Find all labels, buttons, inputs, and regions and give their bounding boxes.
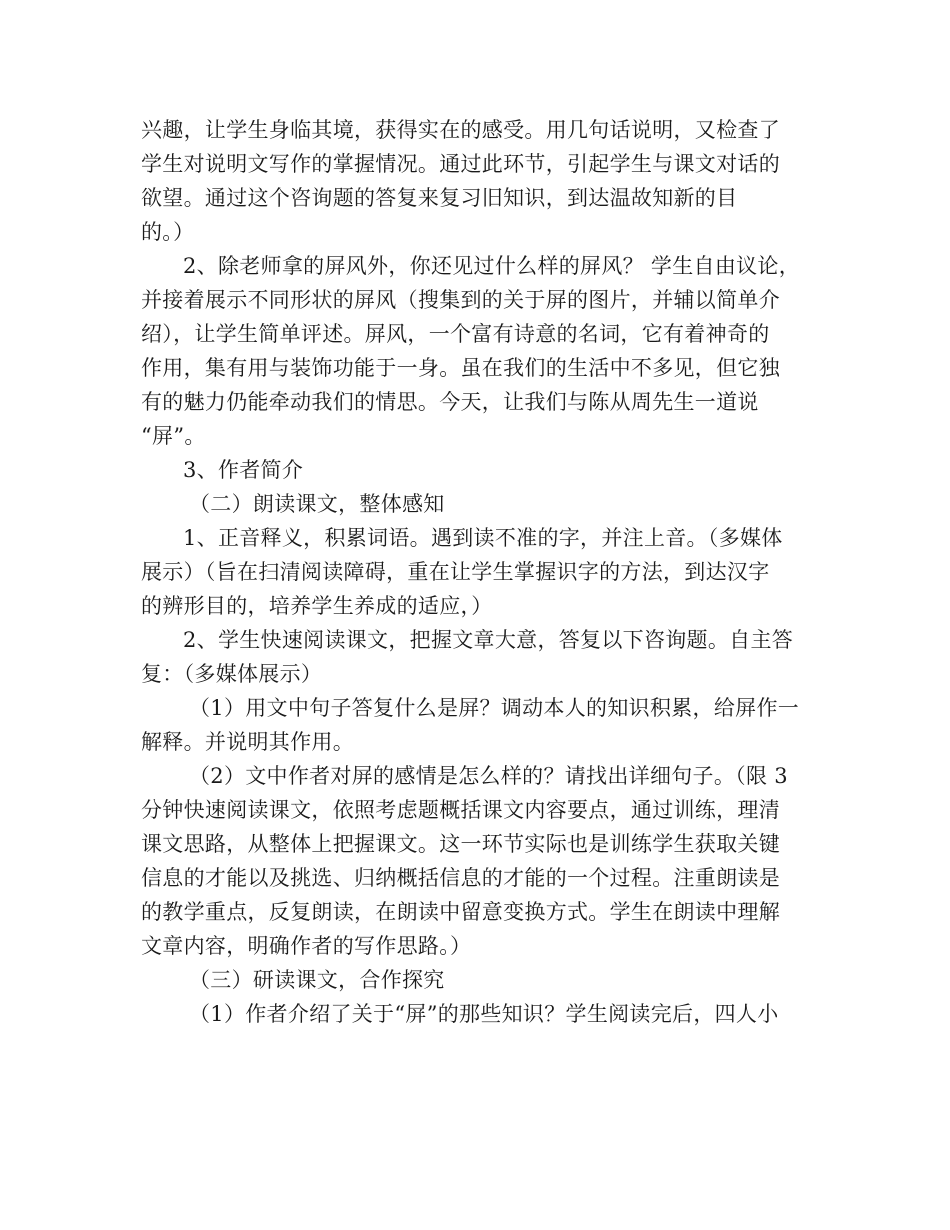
text-line-1: 兴趣，让学生身临其境，获得实在的感受。用几句话说明，又检查了 (141, 118, 780, 142)
text-line-9: 有的魅力仍能牵动我们的情思。今天，让我们与陈从周先生一道说 (141, 390, 759, 414)
text-line-2: 学生对说明文写作的掌握情况。通过此环节，引起学生与课文对话的 (141, 152, 780, 176)
text-line-17: 复：（多媒体展示） (141, 662, 323, 686)
text-line-19: 解释。并说明其作用。 (141, 730, 354, 754)
text-line-11: 3、作者简介 (183, 458, 304, 482)
text-line-23: 信息的才能以及挑选、归纳概括信息的才能的一个过程。注重朗读是 (141, 866, 780, 890)
text-line-7: 绍），让学生简单评述。屏风，一个富有诗意的名词，它有着神奇的 (141, 322, 770, 346)
text-line-20: （2）文中作者对屏的感情是怎么样的？请找出详细句子。（限 3 (189, 764, 788, 788)
text-line-16: 2、学生快速阅读课文，把握文章大意，答复以下咨询题。自主答 (183, 628, 794, 652)
text-line-27: （1）作者介绍了关于“屏”的那些知识？学生阅读完后，四人小 (189, 1002, 779, 1026)
text-line-6: 并接着展示不同形状的屏风（搜集到的关于屏的图片，并辅以简单介 (141, 288, 780, 312)
text-line-4: 的。） (141, 220, 195, 244)
text-line-24: 的教学重点，反复朗读，在朗读中留意变换方式。学生在朗读中理解 (141, 900, 780, 924)
text-line-15: 的辨形目的，培养学生养成的适应，） (141, 594, 493, 618)
text-line-25: 文章内容，明确作者的写作思路。） (141, 934, 472, 958)
text-line-14: 展示）（旨在扫清阅读障碍，重在让学生掌握识字的方法，到达汉字 (141, 560, 770, 584)
text-line-10: “屏”。 (141, 424, 206, 448)
text-line-22: 课文思路，从整体上把握课文。这一环节实际也是训练学生获取关键 (141, 832, 780, 856)
text-line-8: 作用，集有用与装饰功能于一身。虽在我们的生活中不多见，但它独 (141, 356, 780, 380)
document-body (141, 113, 821, 1031)
text-line-5: 2、除老师拿的屏风外，你还见过什么样的屏风？ 学生自由议论， (183, 254, 801, 278)
text-line-21: 分钟快速阅读课文，依照考虑题概括课文内容要点，通过训练，理清 (141, 798, 780, 822)
section-heading-3: （三）研读课文，合作探究 (189, 968, 445, 992)
text-line-18: （1）用文中句子答复什么是屏？调动本人的知识积累，给屏作一 (189, 696, 800, 720)
text-line-13: 1、正音释义，积累词语。遇到读不准的字，并注上音。（多媒体 (183, 526, 783, 550)
section-heading-2: （二）朗读课文，整体感知 (189, 492, 445, 516)
text-line-3: 欲望。通过这个咨询题的答复来复习旧知识，到达温故知新的目 (141, 186, 738, 210)
